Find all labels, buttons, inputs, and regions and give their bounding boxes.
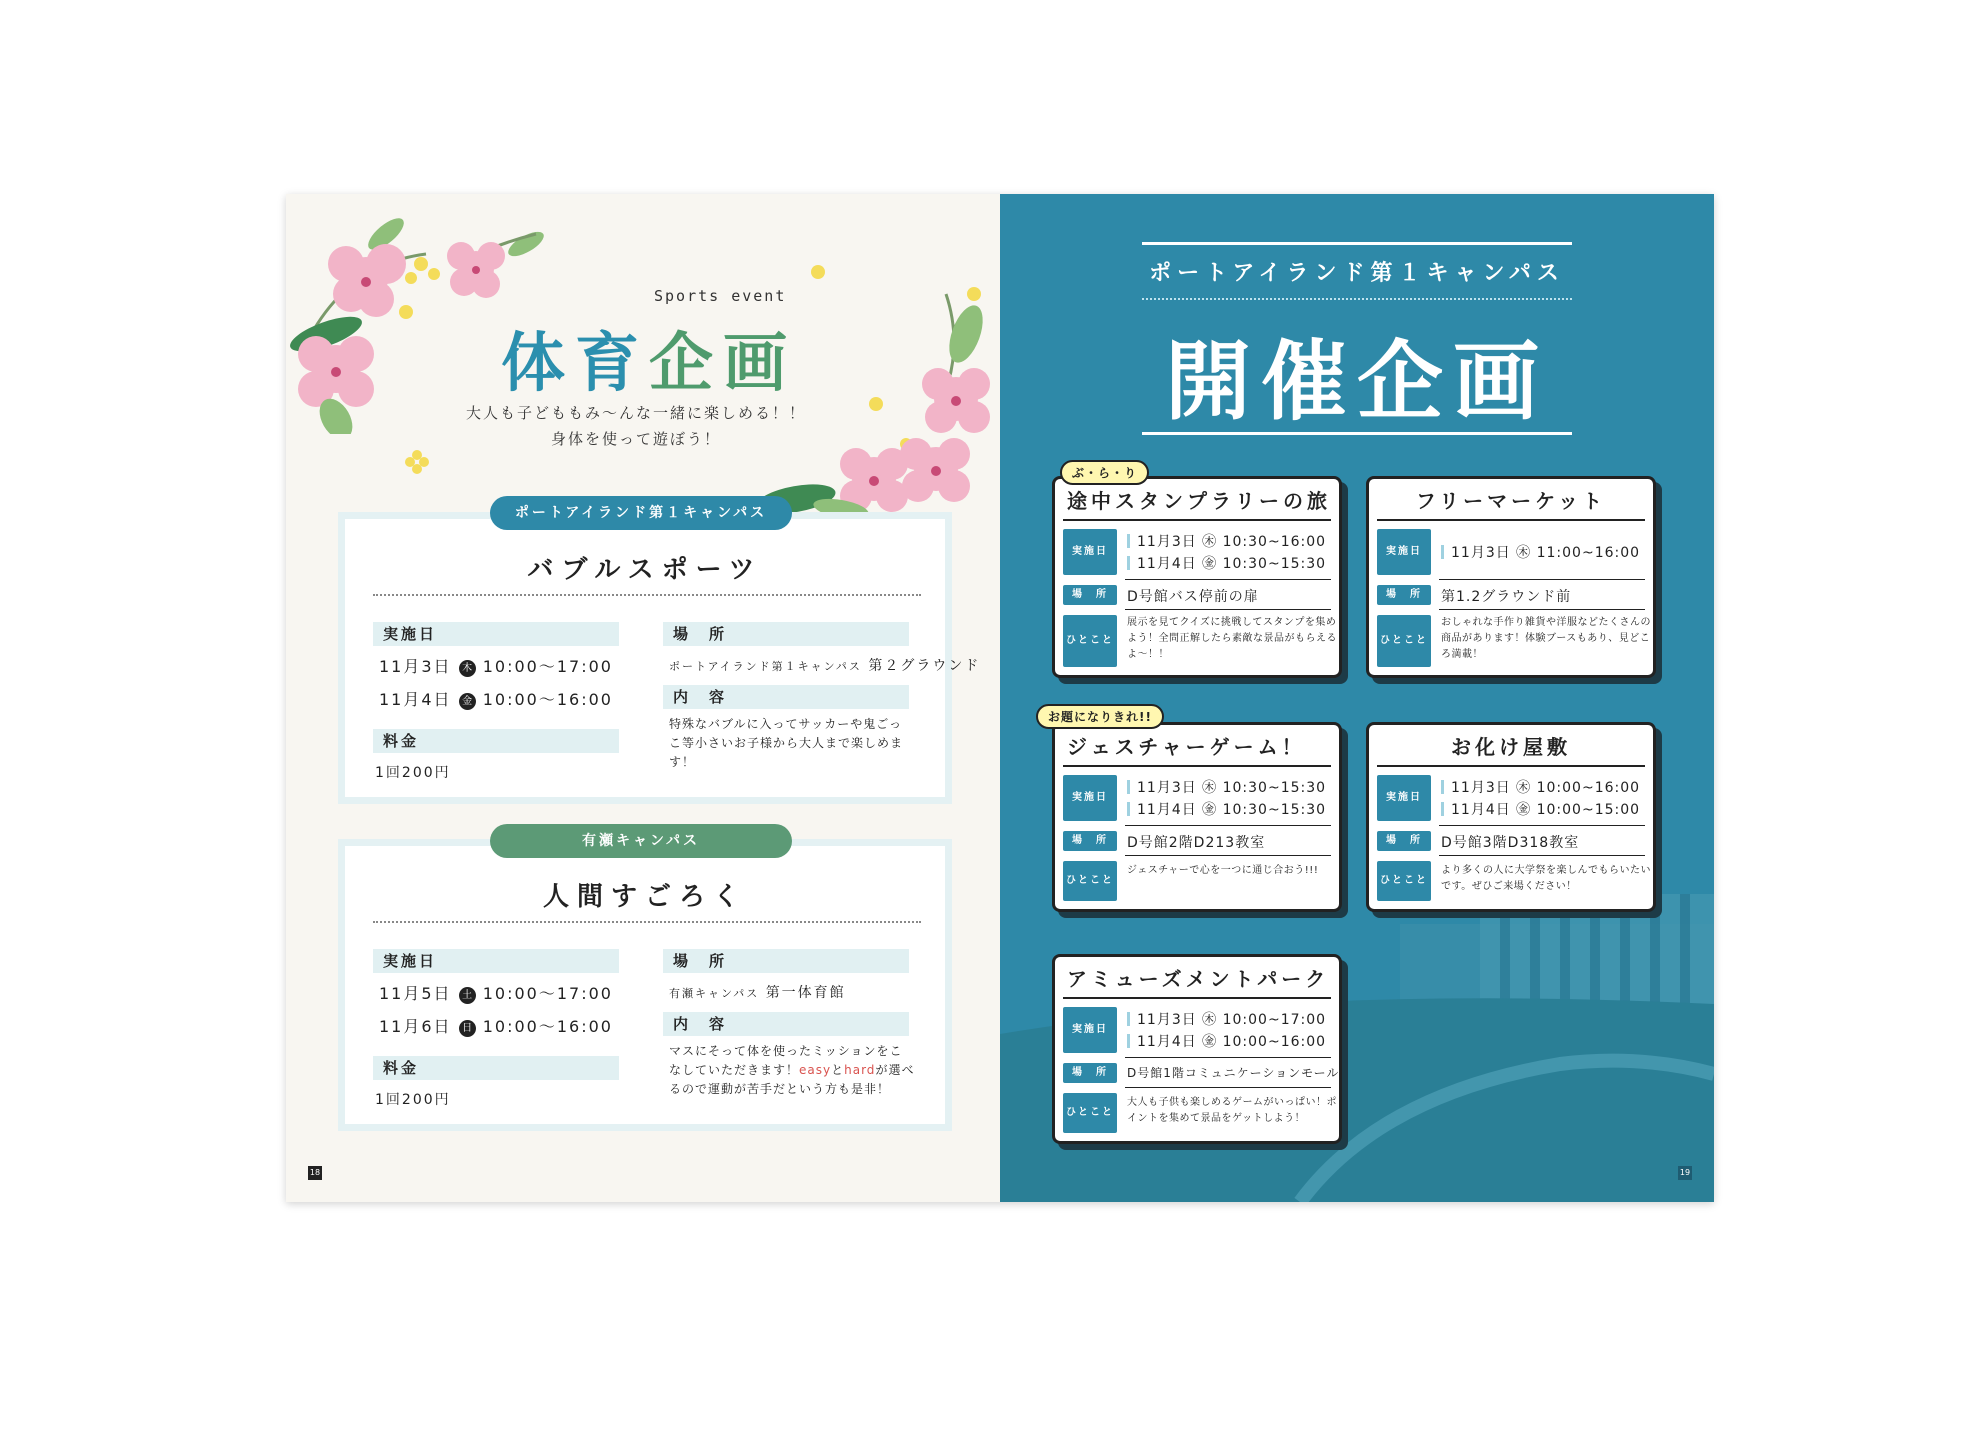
date-label: 実施日 [1377, 775, 1431, 821]
card-title: フリーマーケット [1415, 489, 1607, 513]
date-line-1 [1127, 1009, 1326, 1029]
row-divider [1125, 579, 1331, 580]
date-text: 11月4日 ㊎ 10:00~15:00 [1451, 802, 1641, 818]
date-text: 11月3日 ㊍ 10:00~16:00 [1451, 780, 1641, 796]
date-1 [379, 654, 613, 677]
dotted-divider [373, 921, 921, 923]
event-card-stamp-rally [1052, 476, 1342, 678]
place-label: 場 所 [663, 622, 909, 646]
card-title-rule [1063, 997, 1331, 999]
event-card-haunted-house [1366, 722, 1656, 912]
catchphrase-bubble: お題になりきれ!! [1036, 704, 1164, 729]
content-label: 内 容 [663, 1012, 909, 1036]
title-part-2: 企画 [649, 327, 797, 401]
content-text-b: と [831, 1063, 845, 1077]
content-value [669, 1042, 915, 1099]
place-value: D号館3階D318教室 [1441, 835, 1580, 851]
date-2-time: 10:00〜16:00 [482, 1017, 613, 1036]
page-number-left: 18 [308, 1166, 322, 1180]
page-number-right: 19 [1678, 1166, 1692, 1180]
comment-value: より多くの人に大学祭を楽しんでもらいたいです。ぜひご来場ください！ [1441, 865, 1651, 892]
left-page [286, 194, 1000, 1202]
card-title: お化け屋敷 [1451, 735, 1571, 759]
card-title: ジェスチャーゲーム！ [1067, 735, 1306, 759]
title-part-1: 体育 [501, 327, 649, 401]
date-text: 11月3日 ㊍ 10:00~17:00 [1137, 1012, 1327, 1028]
title-top-rule [1142, 242, 1572, 245]
date-2 [379, 687, 613, 710]
row-divider [1125, 1087, 1331, 1088]
event-box-human-sugoroku [338, 839, 952, 1131]
place-value: D号館1階コミュニケーションモール [1127, 1066, 1340, 1080]
comment-value: 展示を見てクイズに挑戦してスタンプを集めよう！全問正解したら素敵な景品がもらえるよ〜！！ [1127, 617, 1337, 660]
content-text-c: が選べるので運動が苦手だという方も是非！ [669, 1063, 915, 1096]
date-2-time: 10:00〜16:00 [482, 690, 613, 709]
row-divider [1439, 855, 1645, 856]
event-box-bubble-sports [338, 512, 981, 804]
date-label: 実施日 [1063, 775, 1117, 821]
place-main: 第一体育館 [765, 985, 846, 1001]
row-divider [1125, 855, 1331, 856]
place-value [669, 655, 980, 675]
comment-label: ひとこと [1377, 615, 1431, 667]
event-card-flea-market [1366, 476, 1656, 678]
campus-tag-port-island: ポートアイランド第１キャンパス [490, 496, 792, 530]
date-text: 11月3日 ㊍ 11:00~16:00 [1451, 545, 1641, 561]
date-2-day: 11月4日 [379, 690, 452, 709]
date-line-1 [1127, 777, 1326, 797]
date-label: 実施日 [1063, 1007, 1117, 1053]
dotted-divider [373, 594, 921, 596]
row-divider [1125, 825, 1331, 826]
date-1-day: 11月3日 [379, 657, 452, 676]
place-label: 場 所 [1377, 831, 1431, 851]
comment-value: ジェスチャーで心を一つに通じ合おう!!! [1127, 865, 1319, 876]
date-2 [379, 1014, 613, 1037]
comment-label: ひとこと [1063, 615, 1117, 667]
event-card-gesture-game [1052, 722, 1342, 912]
date-text: 11月4日 ㊎ 10:30~15:30 [1137, 556, 1327, 572]
row-divider [1125, 609, 1331, 610]
page-title [501, 312, 797, 404]
date-label: 実施日 [373, 622, 619, 646]
event-title: 人間すごろく [542, 882, 747, 912]
date-line-2 [1127, 553, 1326, 573]
content-label: 内 容 [663, 685, 909, 709]
fee-value: 1回200円 [375, 1092, 451, 1108]
weekday-badge: 金 [459, 693, 476, 710]
comment-label: ひとこと [1063, 861, 1117, 901]
small-flower-icon [404, 449, 430, 475]
content-text-a: マスにそって体を使ったミッションをこなしていただきます！ [669, 1044, 903, 1077]
weekday-badge: 木 [459, 660, 476, 677]
date-text: 11月4日 ㊎ 10:30~15:30 [1137, 802, 1327, 818]
place-campus: ポートアイランド第１キャンパス [669, 660, 862, 673]
card-title: 途中スタンプラリーの旅 [1067, 489, 1331, 513]
place-label: 場 所 [1063, 831, 1117, 851]
place-label: 場 所 [1063, 1063, 1117, 1083]
fee-value: 1回200円 [375, 765, 451, 781]
title-bottom-rule [1142, 432, 1572, 435]
card-title-rule [1377, 765, 1645, 767]
date-label: 実施日 [1377, 529, 1431, 575]
fee-label: 料金 [373, 1056, 619, 1080]
fee-label: 料金 [373, 729, 619, 753]
lead-line-1: 大人も子どももみ〜んな一緒に楽しめる！！ [465, 404, 806, 422]
place-label: 場 所 [663, 949, 909, 973]
card-title: アミューズメントパーク [1067, 967, 1330, 991]
brochure-spread [286, 194, 1714, 1202]
campus-tag-arise: 有瀬キャンパス [490, 824, 792, 858]
catchphrase-bubble: ぶ・ら・り [1060, 460, 1149, 485]
date-text: 11月4日 ㊎ 10:00~16:00 [1137, 1034, 1327, 1050]
date-1-day: 11月5日 [379, 984, 452, 1003]
place-main: 第２グラウンド [868, 658, 981, 674]
place-label: 場 所 [1377, 585, 1431, 605]
event-title: バブルスポーツ [527, 555, 763, 585]
comment-label: ひとこと [1063, 1093, 1117, 1133]
comment-value: おしゃれな手作り雑貨や洋服などたくさんの商品があります！体験ブースもあり、見どころ満載！ [1441, 617, 1651, 660]
hard-highlight: hard [844, 1063, 876, 1077]
row-divider [1439, 825, 1645, 826]
date-line-1 [1441, 777, 1640, 797]
date-label: 実施日 [373, 949, 619, 973]
date-line-1 [1127, 531, 1326, 551]
page-title: 開催企画 [1165, 332, 1549, 432]
place-label: 場 所 [1063, 585, 1117, 605]
lead-text [436, 400, 836, 452]
place-value: D号館2階D213教室 [1127, 835, 1266, 851]
content-value: 特殊なバブルに入ってサッカーや鬼ごっこ等小さいお子様から大人まで楽しめます！ [669, 717, 904, 769]
place-value: D号館バス停前の扉 [1127, 589, 1259, 605]
date-line-2 [1441, 799, 1640, 819]
row-divider [1439, 609, 1645, 610]
easy-highlight: easy [799, 1063, 832, 1077]
date-line-1 [1441, 542, 1640, 562]
weekday-badge: 日 [459, 1020, 476, 1037]
date-1-time: 10:00〜17:00 [482, 657, 613, 676]
row-divider [1125, 1057, 1331, 1058]
date-text: 11月3日 ㊍ 10:30~15:30 [1137, 780, 1327, 796]
english-subtitle: Sports event [654, 287, 787, 305]
right-page [1000, 194, 1714, 1202]
date-label: 実施日 [1063, 529, 1117, 575]
date-line-2 [1127, 799, 1326, 819]
card-title-rule [1063, 519, 1331, 521]
event-card-amusement-park [1052, 954, 1342, 1144]
campus-subtitle: ポートアイランド第１キャンパス [1149, 261, 1565, 286]
place-campus: 有瀬キャンパス [669, 987, 760, 1000]
date-line-2 [1127, 1031, 1326, 1051]
row-divider [1439, 579, 1645, 580]
card-title-rule [1377, 519, 1645, 521]
place-value [669, 982, 846, 1002]
place-value: 第1.2グラウンド前 [1441, 589, 1572, 605]
comment-label: ひとこと [1377, 861, 1431, 901]
date-text: 11月3日 ㊍ 10:30~16:00 [1137, 534, 1327, 550]
lead-line-2: 身体を使って遊ぼう！ [550, 430, 721, 448]
card-title-rule [1063, 765, 1331, 767]
dotted-divider [1142, 298, 1572, 300]
date-2-day: 11月6日 [379, 1017, 452, 1036]
date-1 [379, 981, 613, 1004]
weekday-badge: 土 [459, 987, 476, 1004]
date-1-time: 10:00〜17:00 [482, 984, 613, 1003]
comment-value: 大人も子供も楽しめるゲームがいっぱい！ポイントを集めて景品をゲットしよう！ [1127, 1097, 1337, 1124]
